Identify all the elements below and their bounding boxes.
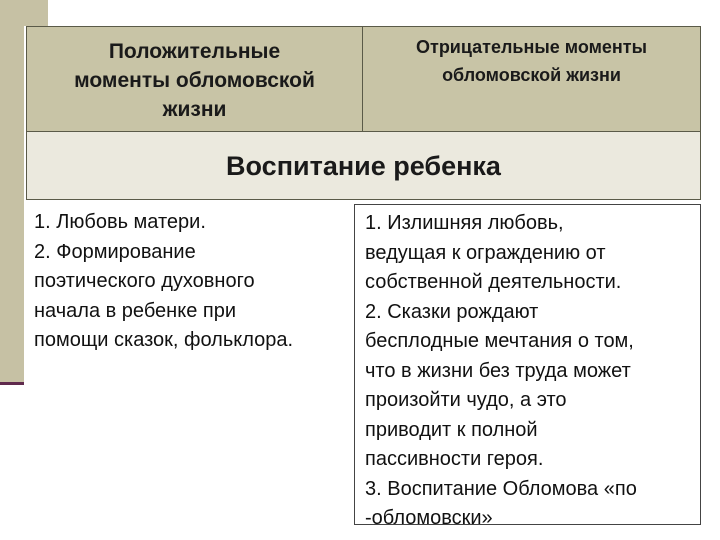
header-positive-line: жизни <box>162 98 227 121</box>
header-positive-cell <box>26 26 363 132</box>
positive-point-line: помощи сказок, фольклора. <box>34 329 294 351</box>
negative-point-line: ведущая к ограждению от <box>365 241 606 264</box>
header-negative-cell <box>362 26 701 132</box>
positive-point-line: 2. Формирование <box>34 240 196 263</box>
header-negative-line: Отрицательные моменты <box>416 37 647 57</box>
negative-point-line: бесплодные мечтания о том, <box>365 330 634 352</box>
negative-points-cell <box>354 204 701 529</box>
positive-point-line: поэтического духовного <box>34 270 255 292</box>
negative-point-line: 1. Излишняя любовь, <box>365 212 564 234</box>
negative-point-line: -обломовски» <box>365 507 493 529</box>
header-negative-line: обломовской жизни <box>442 65 621 85</box>
negative-point-line: произойти чудо, а это <box>365 389 567 411</box>
positive-point-line: начала в ребенке при <box>34 299 237 322</box>
negative-point-line: 2. Сказки рождают <box>365 300 539 323</box>
negative-point-line: приводит к полной <box>365 418 538 441</box>
slide-left-decor-bar <box>0 0 24 382</box>
section-title: Воспитание ребенка <box>26 132 701 200</box>
negative-point-line: 3. Воспитание Обломова «по <box>365 477 637 500</box>
header-positive-line: Положительные <box>108 40 281 63</box>
header-positive-line: моменты обломовской <box>74 69 315 92</box>
negative-point-line: пассивности героя. <box>365 448 544 470</box>
negative-point-line: собственной деятельности. <box>365 271 622 293</box>
positive-points-cell <box>26 200 351 351</box>
negative-point-line: что в жизни без труда может <box>365 359 631 382</box>
slide-left-accent-strip <box>0 382 24 385</box>
positive-point-line: 1. Любовь матери. <box>34 211 206 233</box>
